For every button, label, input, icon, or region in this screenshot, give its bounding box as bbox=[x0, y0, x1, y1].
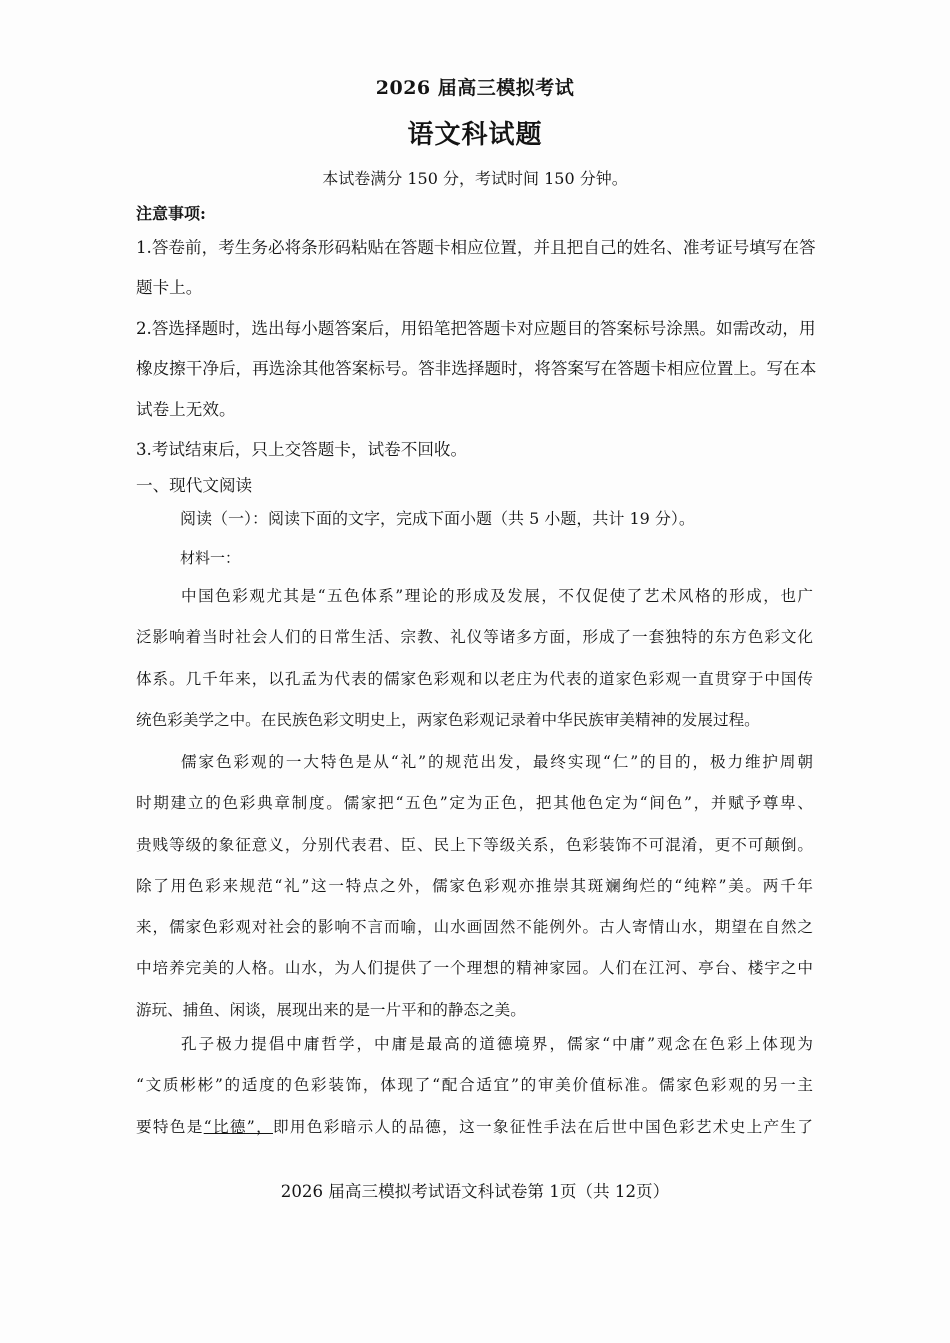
exam-title: 2026 届高三模拟考试 bbox=[375, 77, 575, 99]
score-time-line: 本试卷满分 150 分，考试时间 150 分钟。 bbox=[322, 169, 628, 188]
notice-line: 试卷上无效。 bbox=[136, 400, 236, 419]
passage-text: 即用色彩暗示人的品德，这一象征性手法在后世中国色彩艺术史上产生了 bbox=[273, 1117, 813, 1136]
passage-line: 游玩、捕鱼、闲谈，展现出来的是一片平和的静态之美。 bbox=[136, 1000, 526, 1019]
notice-line: 3.考试结束后，只上交答题卡，试卷不回收。 bbox=[136, 440, 468, 459]
passage-line: 除了用色彩来规范“礼”这一特点之外，儒家色彩观亦推崇其斑斓绚烂的“纯粹”美。两千年 bbox=[136, 876, 813, 895]
underlined-term: “比德”， bbox=[203, 1117, 274, 1136]
passage-paragraph-2 bbox=[136, 742, 813, 1031]
passage-paragraph-1 bbox=[136, 576, 813, 741]
passage-text: 要特色是 bbox=[136, 1117, 204, 1136]
passage-line: 中国色彩观尤其是“五色体系”理论的形成及发展，不仅促使了艺术风格的形成，也广 bbox=[181, 587, 813, 605]
passage-line: 贵贱等级的象征意义，分别代表君、臣、民上下等级关系，色彩装饰不可混淆，更不可颠倒。 bbox=[136, 835, 813, 854]
notice-heading: 注意事项: bbox=[136, 204, 206, 223]
passage-line: 孔子极力提倡中庸哲学，中庸是最高的道德境界，儒家“中庸”观念在色彩上体现为 bbox=[181, 1035, 813, 1053]
passage-line: 体系。几千年来，以孔孟为代表的儒家色彩观和以老庄为代表的道家色彩观一直贯穿于中国传 bbox=[136, 669, 813, 688]
reading-intro: 阅读（一）：阅读下面的文字，完成下面小题（共 5 小题，共计 19 分）。 bbox=[180, 509, 695, 528]
passage-line: 统色彩美学之中。在民族色彩文明史上，两家色彩观记录着中华民族审美精神的发展过程。 bbox=[136, 710, 760, 729]
passage-line: 来，儒家色彩观对社会的影响不言而喻，山水画固然不能例外。古人寄情山水，期望在自然之 bbox=[136, 918, 813, 937]
passage-line: 儒家色彩观的一大特色是从“礼”的规范出发，最终实现“仁”的目的，极力维护周朝 bbox=[181, 753, 813, 771]
material-label: 材料一： bbox=[180, 549, 241, 567]
passage-line: 时期建立的色彩典章制度。儒家把“五色”定为正色，把其他色定为“间色”，并赋予尊卑、 bbox=[136, 794, 813, 813]
passage-line bbox=[136, 1107, 813, 1148]
notice-line: 2.答选择题时，选出每小题答案后，用铅笔把答题卡对应题目的答案标号涂黑。如需改动，用 bbox=[136, 319, 816, 338]
passage-paragraph-3 bbox=[136, 1024, 813, 1148]
passage-line: 泛影响着当时社会人们的日常生活、宗教、礼仪等诸多方面，形成了一套独特的东方色彩文化 bbox=[136, 628, 813, 647]
notice-line: 橡皮擦干净后，再选涂其他答案标号。答非选择题时，将答案写在答题卡相应位置上。写在本 bbox=[136, 359, 817, 378]
page-footer: 2026 届高三模拟考试语文科试卷第 1页（共 12页） bbox=[280, 1182, 670, 1201]
notice-line: 题卡上。 bbox=[136, 278, 203, 297]
passage-line: 中培养完美的人格。山水，为人们提供了一个理想的精神家园。人们在江河、亭台、楼宇之中 bbox=[136, 959, 813, 978]
notice-line: 1.答卷前，考生务必将条形码粘贴在答题卡相应位置，并且把自己的姓名、准考证号填写在答 bbox=[136, 238, 816, 257]
passage-line: “文质彬彬”的适度的色彩装饰，体现了“配合适宜”的审美价值标准。儒家色彩观的另一主 bbox=[136, 1076, 813, 1095]
subject-title: 语文科试题 bbox=[407, 120, 543, 150]
section-heading: 一、现代文阅读 bbox=[136, 476, 253, 495]
